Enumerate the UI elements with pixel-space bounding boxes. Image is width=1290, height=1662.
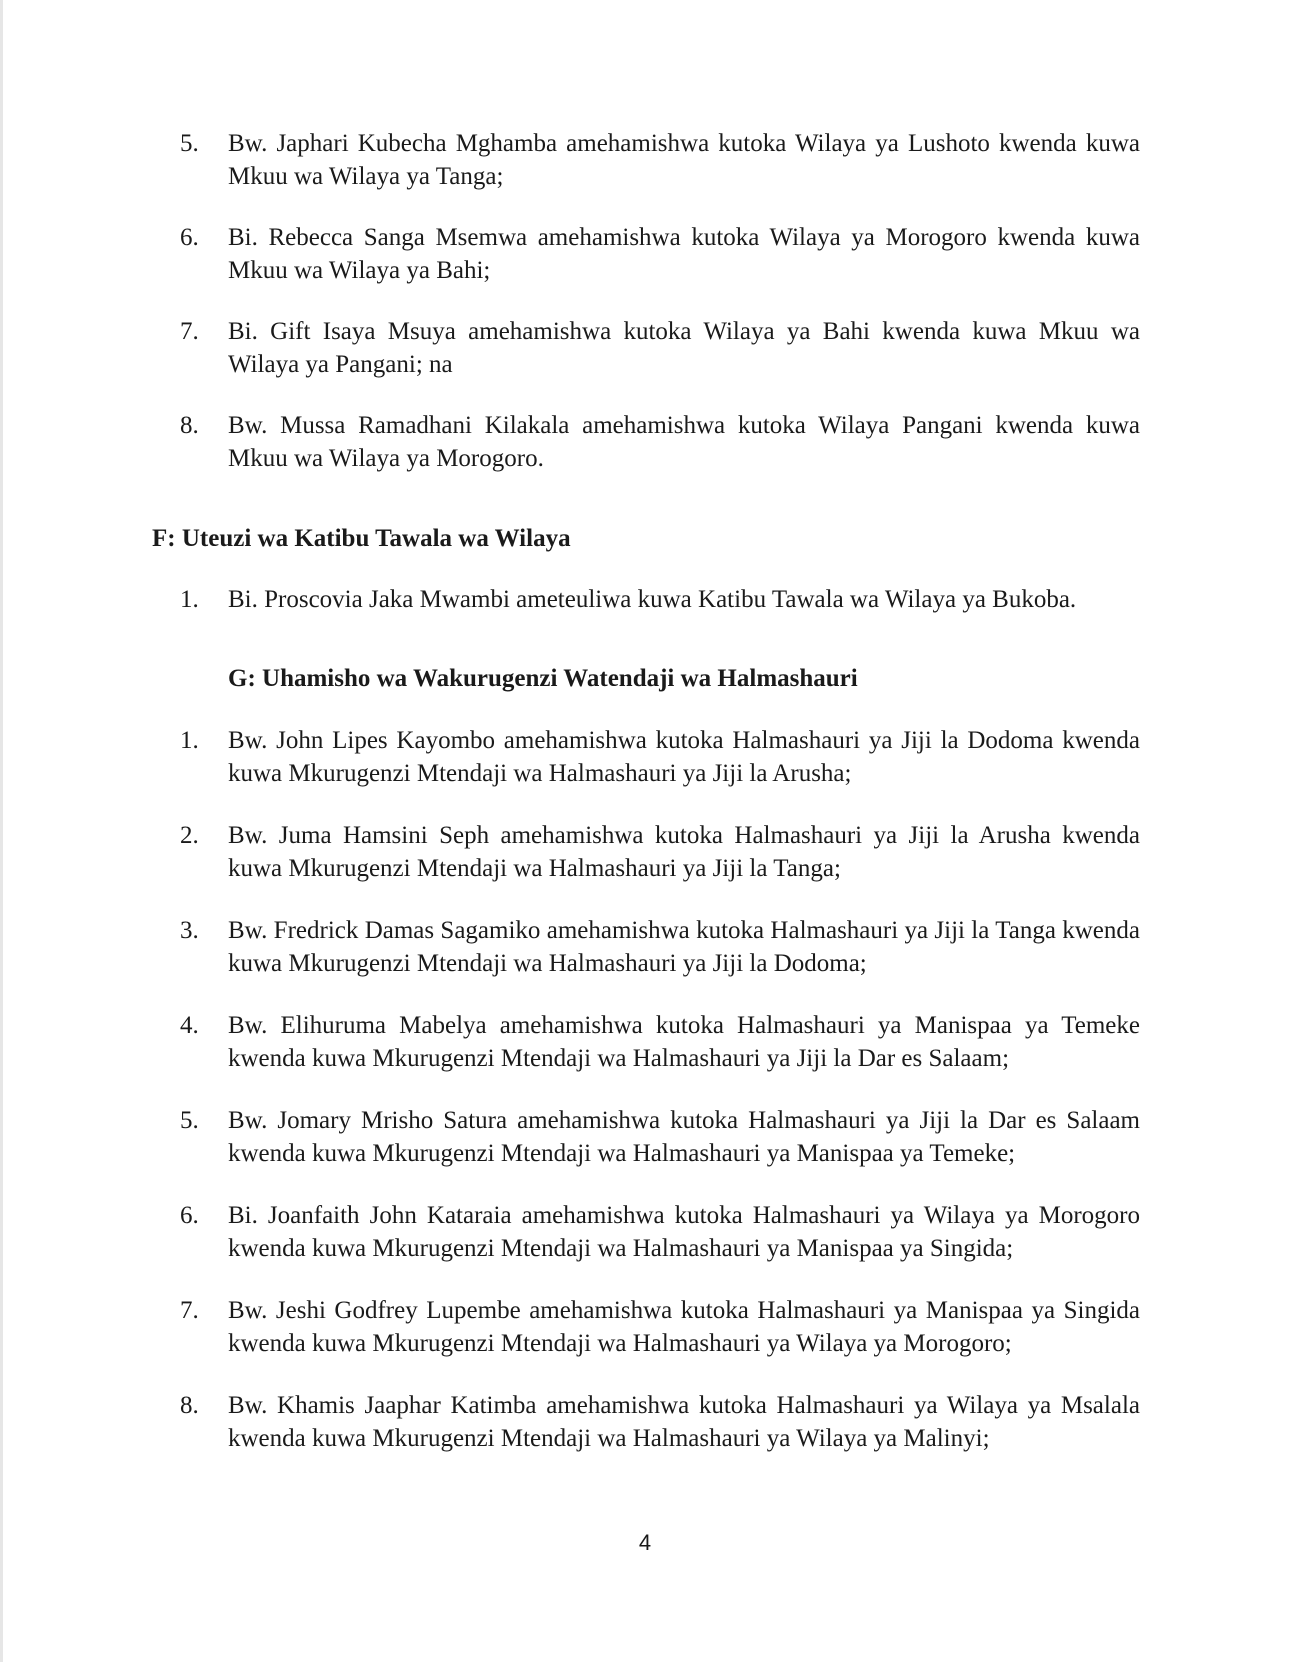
page-edge xyxy=(0,0,3,1662)
item-number: 8. xyxy=(180,412,199,439)
item-number: 6. xyxy=(180,1202,199,1229)
list-item xyxy=(180,1009,1140,1075)
item-number: 8. xyxy=(180,1392,199,1419)
item-number: 7. xyxy=(180,318,199,345)
item-text: Bw. Elihuruma Mabelya amehamishwa kutoka Halmashauri ya Manispaa ya Temeke kwenda kuwa Mkurugenzi Mtendaji wa Halmashauri ya Jiji la Dar es Salaam; xyxy=(228,1012,1140,1072)
item-number: 2. xyxy=(180,822,199,849)
page-number: 4 xyxy=(638,1530,652,1555)
section-f-heading: F: Uteuzi wa Katibu Tawala wa Wilaya xyxy=(152,525,571,552)
item-text: Bw. Jeshi Godfrey Lupembe amehamishwa kutoka Halmashauri ya Manispaa ya Singida kwenda kuwa Mkurugenzi Mtendaji wa Halmashauri ya Wilaya ya Morogoro; xyxy=(228,1297,1140,1357)
item-number: 7. xyxy=(180,1297,199,1324)
item-number: 1. xyxy=(180,586,199,613)
item-number: 6. xyxy=(180,224,199,251)
item-number: 3. xyxy=(180,917,199,944)
item-text: Bw. John Lipes Kayombo amehamishwa kutoka Halmashauri ya Jiji la Dodoma kwenda kuwa Mkurugenzi Mtendaji wa Halmashauri ya Jiji la Arusha; xyxy=(228,727,1140,787)
item-number: 5. xyxy=(180,1107,199,1134)
item-text: Bw. Mussa Ramadhani Kilakala amehamishwa kutoka Wilaya Pangani kwenda kuwa Mkuu wa Wilaya ya Morogoro. xyxy=(228,412,1140,472)
item-text: Bi. Joanfaith John Kataraia amehamishwa kutoka Halmashauri ya Wilaya ya Morogoro kwenda kuwa Mkurugenzi Mtendaji wa Halmashauri ya Manispaa ya Singida; xyxy=(228,1202,1140,1262)
list-item xyxy=(180,1294,1140,1360)
section-f-list xyxy=(180,583,1140,616)
item-text: Bi. Proscovia Jaka Mwambi ameteuliwa kuwa Katibu Tawala wa Wilaya ya Bukoba. xyxy=(228,586,1077,613)
list-item xyxy=(180,409,1140,475)
list-item xyxy=(180,1389,1140,1455)
item-text: Bw. Japhari Kubecha Mghamba amehamishwa kutoka Wilaya ya Lushoto kwenda kuwa Mkuu wa Wilaya ya Tanga; xyxy=(228,130,1140,190)
list-item xyxy=(180,724,1140,790)
list-item xyxy=(180,1104,1140,1170)
section-g-list xyxy=(180,724,1140,1455)
list-item xyxy=(180,583,1140,616)
item-text: Bi. Gift Isaya Msuya amehamishwa kutoka Wilaya ya Bahi kwenda kuwa Mkuu wa Wilaya ya Pangani; na xyxy=(228,318,1140,378)
item-text: Bw. Fredrick Damas Sagamiko amehamishwa kutoka Halmashauri ya Jiji la Tanga kwenda kuwa Mkurugenzi Mtendaji wa Halmashauri ya Jiji la Dodoma; xyxy=(228,917,1140,977)
list-item xyxy=(180,127,1140,193)
list-item xyxy=(180,1199,1140,1265)
item-number: 5. xyxy=(180,130,199,157)
list-item xyxy=(180,914,1140,980)
item-number: 4. xyxy=(180,1012,199,1039)
list-item xyxy=(180,221,1140,287)
section-g-heading: G: Uhamisho wa Wakurugenzi Watendaji wa Halmashauri xyxy=(228,665,858,692)
item-text: Bi. Rebecca Sanga Msemwa amehamishwa kutoka Wilaya ya Morogoro kwenda kuwa Mkuu wa Wilaya ya Bahi; xyxy=(228,224,1140,284)
item-text: Bw. Jomary Mrisho Satura amehamishwa kutoka Halmashauri ya Jiji la Dar es Salaam kwenda kuwa Mkurugenzi Mtendaji wa Halmashauri ya Manispaa ya Temeke; xyxy=(228,1107,1140,1167)
list-item xyxy=(180,819,1140,885)
item-text: Bw. Juma Hamsini Seph amehamishwa kutoka Halmashauri ya Jiji la Arusha kwenda kuwa Mkurugenzi Mtendaji wa Halmashauri ya Jiji la Tanga; xyxy=(228,822,1140,882)
item-number: 1. xyxy=(180,727,199,754)
item-text: Bw. Khamis Jaaphar Katimba amehamishwa kutoka Halmashauri ya Wilaya ya Msalala kwenda kuwa Mkurugenzi Mtendaji wa Halmashauri ya Wilaya ya Malinyi; xyxy=(228,1392,1140,1452)
list-item xyxy=(180,315,1140,381)
section-e-list xyxy=(180,127,1140,475)
